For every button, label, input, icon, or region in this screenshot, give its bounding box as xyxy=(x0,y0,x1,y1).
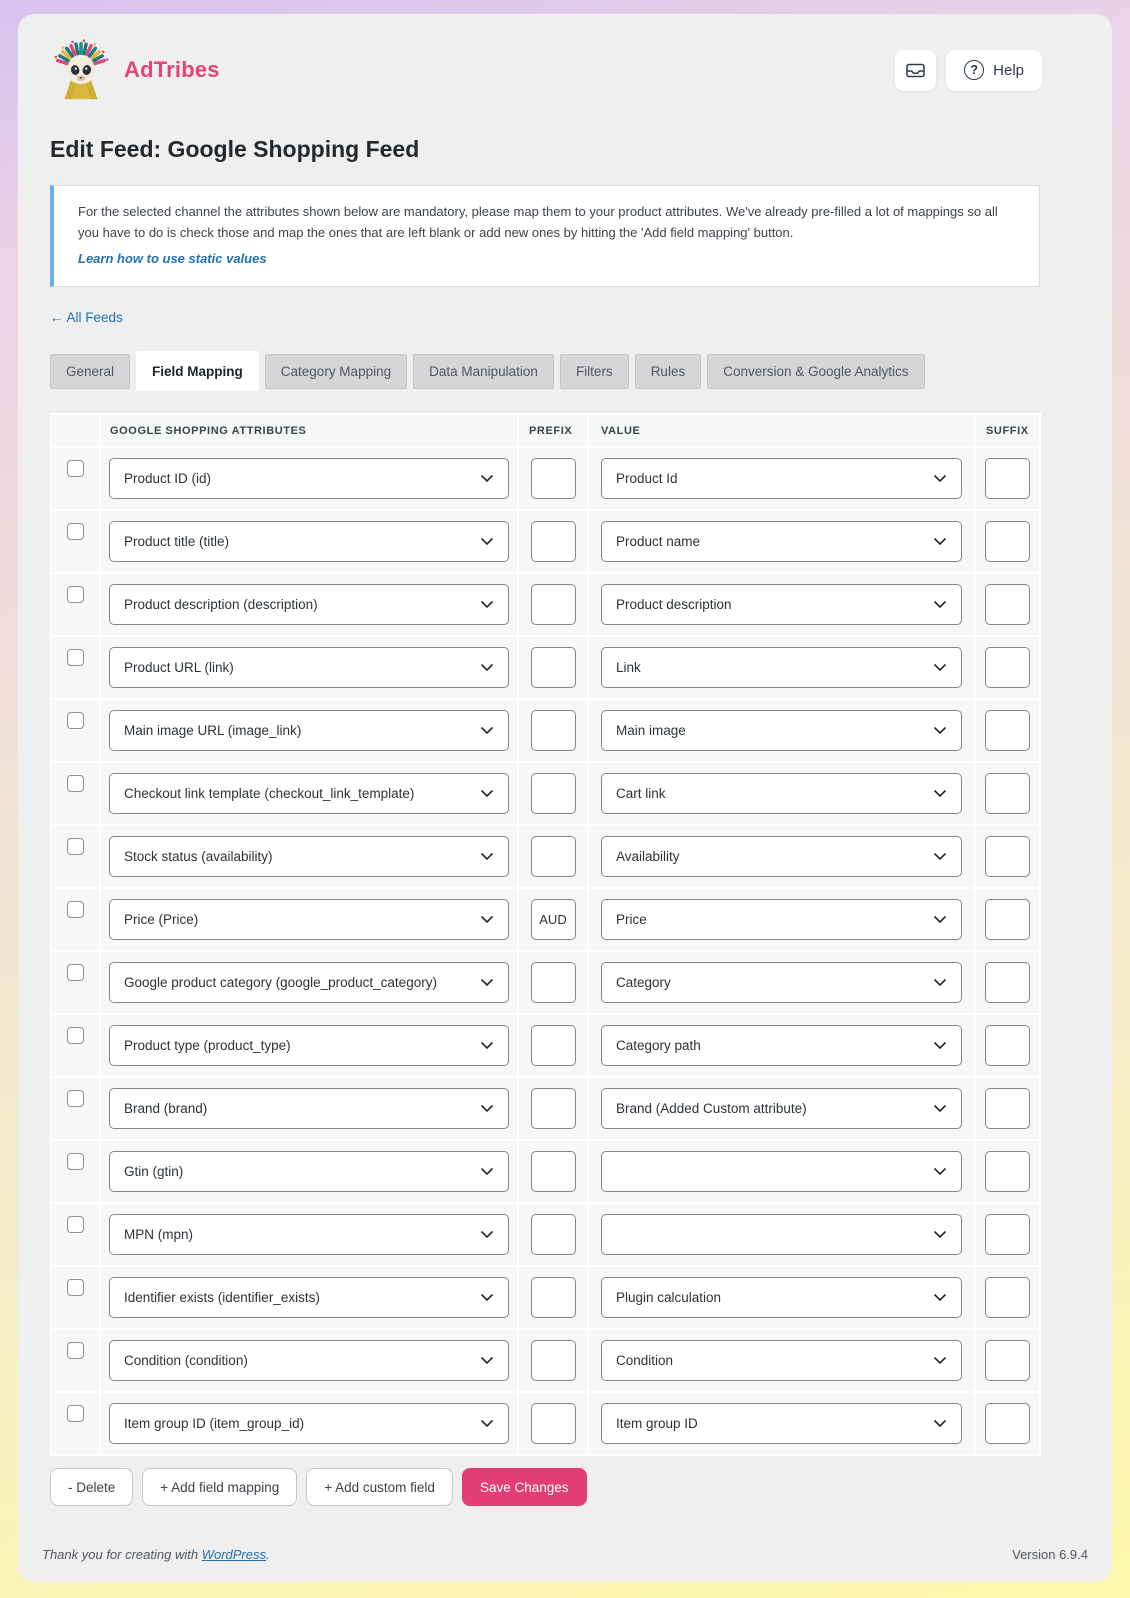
suffix-input[interactable] xyxy=(985,1088,1030,1129)
row-select-cell xyxy=(52,889,99,950)
table-row xyxy=(52,1393,1039,1454)
suffix-input[interactable] xyxy=(985,458,1030,499)
suffix-cell xyxy=(976,1015,1039,1076)
row-checkbox[interactable] xyxy=(67,1216,84,1233)
value-cell xyxy=(589,952,974,1013)
table-row xyxy=(52,700,1039,761)
suffix-input[interactable] xyxy=(985,1151,1030,1192)
help-button-label: Help xyxy=(993,61,1024,79)
value-select-value: Cart link xyxy=(616,786,666,801)
chevron-down-icon xyxy=(480,1230,494,1239)
mapping-table xyxy=(50,413,1041,1456)
prefix-cell xyxy=(519,637,587,698)
prefix-cell xyxy=(519,1267,587,1328)
tab-data-manipulation[interactable]: Data Manipulation xyxy=(413,354,554,389)
table-row xyxy=(52,763,1039,824)
attribute-select[interactable] xyxy=(109,836,509,877)
attribute-select[interactable] xyxy=(109,1340,509,1381)
attribute-select[interactable] xyxy=(109,1025,509,1066)
table-row xyxy=(52,1015,1039,1076)
prefix-input[interactable] xyxy=(531,1151,576,1192)
attribute-select[interactable] xyxy=(109,1088,509,1129)
chevron-down-icon xyxy=(480,852,494,861)
card-footer xyxy=(28,1537,1102,1568)
row-select-cell xyxy=(52,952,99,1013)
version-label: Version 6.9.4 xyxy=(1012,1547,1088,1562)
table-row xyxy=(52,826,1039,887)
chevron-down-icon xyxy=(480,789,494,798)
attribute-cell xyxy=(101,889,517,950)
chevron-down-icon xyxy=(480,1419,494,1428)
suffix-input[interactable] xyxy=(985,1025,1030,1066)
attribute-select-value: Brand (brand) xyxy=(124,1101,208,1116)
top-bar xyxy=(50,38,1042,102)
suffix-input[interactable] xyxy=(985,773,1030,814)
row-select-cell xyxy=(52,1267,99,1328)
attribute-cell xyxy=(101,1141,517,1202)
suffix-input[interactable] xyxy=(985,710,1030,751)
row-select-cell xyxy=(52,763,99,824)
suffix-cell xyxy=(976,511,1039,572)
attribute-select[interactable] xyxy=(109,1151,509,1192)
delete-button[interactable]: - Delete xyxy=(50,1468,133,1506)
row-checkbox[interactable] xyxy=(67,1090,84,1107)
attribute-select-value: Checkout link template (checkout_link_template) xyxy=(124,786,415,801)
value-cell xyxy=(589,1204,974,1265)
suffix-cell xyxy=(976,889,1039,950)
attribute-select-value: Item group ID (item_group_id) xyxy=(124,1416,305,1431)
suffix-input[interactable] xyxy=(985,1403,1030,1444)
prefix-input[interactable] xyxy=(531,458,576,499)
table-row xyxy=(52,511,1039,572)
value-select[interactable] xyxy=(601,521,962,562)
prefix-cell xyxy=(519,889,587,950)
table-row xyxy=(52,1267,1039,1328)
row-checkbox[interactable] xyxy=(67,964,84,981)
chevron-down-icon xyxy=(480,1167,494,1176)
value-select[interactable] xyxy=(601,836,962,877)
attribute-select-value: MPN (mpn) xyxy=(124,1227,194,1242)
row-checkbox[interactable] xyxy=(67,1279,84,1296)
value-select-value: Category path xyxy=(616,1038,701,1053)
attribute-select-value: Identifier exists (identifier_exists) xyxy=(124,1290,320,1305)
tab-conversion-google-analytics[interactable]: Conversion & Google Analytics xyxy=(707,354,924,389)
value-cell xyxy=(589,1267,974,1328)
header-attributes: GOOGLE SHOPPING ATTRIBUTES xyxy=(101,415,517,446)
value-select-value: Product name xyxy=(616,534,701,549)
value-cell xyxy=(589,1141,974,1202)
suffix-input[interactable] xyxy=(985,962,1030,1003)
chevron-down-icon xyxy=(933,1356,947,1365)
chevron-down-icon xyxy=(933,915,947,924)
page-title: Edit Feed: Google Shopping Feed xyxy=(50,136,420,162)
value-select-value: Product Id xyxy=(616,471,678,486)
table-row xyxy=(52,637,1039,698)
top-actions xyxy=(895,50,1042,91)
chevron-down-icon xyxy=(933,1419,947,1428)
prefix-cell xyxy=(519,574,587,635)
header-prefix: PREFIX xyxy=(519,415,587,446)
prefix-cell xyxy=(519,1393,587,1454)
suffix-input[interactable] xyxy=(985,1277,1030,1318)
value-select[interactable] xyxy=(601,710,962,751)
main-card xyxy=(18,14,1112,1582)
value-select-value: Main image xyxy=(616,723,686,738)
attribute-select-value: Product URL (link) xyxy=(124,660,234,675)
prefix-input[interactable] xyxy=(531,1403,576,1444)
prefix-cell xyxy=(519,1015,587,1076)
suffix-input[interactable] xyxy=(985,584,1030,625)
attribute-select-value: Product ID (id) xyxy=(124,471,212,486)
chevron-down-icon xyxy=(480,1293,494,1302)
prefix-cell xyxy=(519,952,587,1013)
suffix-cell xyxy=(976,826,1039,887)
prefix-cell xyxy=(519,1141,587,1202)
suffix-input[interactable] xyxy=(985,521,1030,562)
suffix-input[interactable] xyxy=(985,1340,1030,1381)
attribute-select[interactable] xyxy=(109,773,509,814)
prefix-cell xyxy=(519,1204,587,1265)
chevron-down-icon xyxy=(933,1293,947,1302)
value-cell xyxy=(589,700,974,761)
notice-text: For the selected channel the attributes shown below are mandatory, please map them to your product attributes. We've already pre-filled a lot of mappings so all you have to do is check those and map the ones that are left blank or add new ones by hitting the 'Add field mapping' button. xyxy=(78,204,998,240)
value-cell xyxy=(589,511,974,572)
wordpress-link[interactable]: WordPress xyxy=(201,1547,266,1562)
row-checkbox[interactable] xyxy=(67,775,84,792)
row-select-cell xyxy=(52,700,99,761)
chevron-down-icon xyxy=(933,1230,947,1239)
chevron-down-icon xyxy=(480,474,494,483)
tab-category-mapping[interactable]: Category Mapping xyxy=(265,354,407,389)
tab-filters[interactable]: Filters xyxy=(560,354,629,389)
attribute-select-value: Product type (product_type) xyxy=(124,1038,291,1053)
table-row xyxy=(52,448,1039,509)
chevron-down-icon xyxy=(933,537,947,546)
value-select[interactable] xyxy=(601,773,962,814)
chevron-down-icon xyxy=(480,1104,494,1113)
row-select-cell xyxy=(52,1141,99,1202)
notice-box xyxy=(50,185,1040,287)
adtribes-panda-logo xyxy=(50,39,112,101)
wordpress-thanks xyxy=(42,1547,270,1562)
attribute-cell xyxy=(101,448,517,509)
row-checkbox[interactable] xyxy=(67,523,84,540)
value-select-value: Plugin calculation xyxy=(616,1290,722,1305)
prefix-cell xyxy=(519,1078,587,1139)
prefix-cell xyxy=(519,826,587,887)
row-select-cell xyxy=(52,826,99,887)
prefix-input[interactable] xyxy=(531,710,576,751)
value-select[interactable] xyxy=(601,1214,962,1255)
table-row xyxy=(52,574,1039,635)
row-checkbox[interactable] xyxy=(67,649,84,666)
question-circle-icon: ? xyxy=(964,60,984,80)
table-row xyxy=(52,1204,1039,1265)
chevron-down-icon xyxy=(933,1167,947,1176)
attribute-cell xyxy=(101,1078,517,1139)
chevron-down-icon xyxy=(480,537,494,546)
value-cell xyxy=(589,1015,974,1076)
prefix-input[interactable] xyxy=(531,1214,576,1255)
suffix-cell xyxy=(976,574,1039,635)
inbox-icon xyxy=(905,60,926,81)
inbox-button[interactable] xyxy=(895,50,936,91)
mapping-rows xyxy=(52,448,1039,1454)
value-select-value: Condition xyxy=(616,1353,674,1368)
attribute-cell xyxy=(101,1267,517,1328)
row-checkbox[interactable] xyxy=(67,901,84,918)
chevron-down-icon xyxy=(480,1041,494,1050)
prefix-input[interactable] xyxy=(531,647,576,688)
all-feeds-back-link[interactable]: ← All Feeds xyxy=(50,310,123,325)
tab-bar xyxy=(50,351,1042,391)
attribute-select[interactable] xyxy=(109,1214,509,1255)
attribute-select-value: Price (Price) xyxy=(124,912,199,927)
attribute-select-value: Condition (condition) xyxy=(124,1353,248,1368)
prefix-input[interactable] xyxy=(531,1025,576,1066)
attribute-select-value: Google product category (google_product_category) xyxy=(124,975,437,990)
value-cell xyxy=(589,1078,974,1139)
value-select-value: Price xyxy=(616,912,647,927)
static-values-link[interactable]: Learn how to use static values xyxy=(78,251,267,266)
suffix-cell xyxy=(976,637,1039,698)
chevron-down-icon xyxy=(933,1041,947,1050)
attribute-cell xyxy=(101,637,517,698)
chevron-down-icon xyxy=(933,978,947,987)
attribute-cell xyxy=(101,1015,517,1076)
suffix-cell xyxy=(976,1393,1039,1454)
row-select-cell xyxy=(52,1204,99,1265)
suffix-input[interactable] xyxy=(985,836,1030,877)
suffix-cell xyxy=(976,1141,1039,1202)
value-select[interactable] xyxy=(601,1277,962,1318)
chevron-down-icon xyxy=(480,663,494,672)
attribute-cell xyxy=(101,1330,517,1391)
prefix-cell xyxy=(519,763,587,824)
chevron-down-icon xyxy=(933,600,947,609)
value-select[interactable] xyxy=(601,584,962,625)
help-button[interactable] xyxy=(946,50,1042,91)
prefix-input[interactable] xyxy=(531,1277,576,1318)
chevron-down-icon xyxy=(933,1104,947,1113)
table-row xyxy=(52,1141,1039,1202)
suffix-cell xyxy=(976,1078,1039,1139)
value-cell xyxy=(589,1330,974,1391)
value-select[interactable] xyxy=(601,647,962,688)
attribute-cell xyxy=(101,763,517,824)
chevron-down-icon xyxy=(480,600,494,609)
attribute-cell xyxy=(101,700,517,761)
value-select-value: Category xyxy=(616,975,671,990)
table-row xyxy=(52,952,1039,1013)
attribute-cell xyxy=(101,574,517,635)
row-checkbox[interactable] xyxy=(67,1342,84,1359)
attribute-select[interactable] xyxy=(109,1277,509,1318)
row-checkbox[interactable] xyxy=(67,460,84,477)
tab-rules[interactable]: Rules xyxy=(635,354,702,389)
prefix-cell xyxy=(519,1330,587,1391)
attribute-cell xyxy=(101,952,517,1013)
attribute-select[interactable] xyxy=(109,584,509,625)
suffix-input[interactable] xyxy=(985,899,1030,940)
actions-bar xyxy=(50,1468,1042,1506)
row-select-cell xyxy=(52,637,99,698)
attribute-select-value: Product description (description) xyxy=(124,597,318,612)
header-checkbox-cell xyxy=(52,415,99,446)
row-select-cell xyxy=(52,1393,99,1454)
value-cell xyxy=(589,826,974,887)
thanks-period: . xyxy=(266,1547,270,1562)
table-row xyxy=(52,1330,1039,1391)
value-select[interactable] xyxy=(601,1088,962,1129)
attribute-select[interactable] xyxy=(109,647,509,688)
table-row xyxy=(52,1078,1039,1139)
prefix-cell xyxy=(519,448,587,509)
attribute-select-value: Gtin (gtin) xyxy=(124,1164,184,1179)
value-select-value: Availability xyxy=(616,849,680,864)
prefix-input[interactable] xyxy=(531,521,576,562)
thanks-text: Thank you for creating with xyxy=(42,1547,202,1562)
value-cell xyxy=(589,448,974,509)
value-cell xyxy=(589,763,974,824)
suffix-cell xyxy=(976,448,1039,509)
row-select-cell xyxy=(52,1015,99,1076)
prefix-input[interactable] xyxy=(531,773,576,814)
value-cell xyxy=(589,889,974,950)
value-select[interactable] xyxy=(601,1403,962,1444)
row-select-cell xyxy=(52,1078,99,1139)
prefix-input[interactable] xyxy=(531,1088,576,1129)
row-checkbox[interactable] xyxy=(67,1153,84,1170)
chevron-down-icon xyxy=(933,789,947,798)
chevron-down-icon xyxy=(933,726,947,735)
suffix-cell xyxy=(976,763,1039,824)
value-select[interactable] xyxy=(601,458,962,499)
value-select[interactable] xyxy=(601,1025,962,1066)
prefix-input[interactable] xyxy=(531,1340,576,1381)
prefix-cell xyxy=(519,700,587,761)
row-checkbox[interactable] xyxy=(67,712,84,729)
header-value: VALUE xyxy=(589,415,974,446)
value-select-value: Brand (Added Custom attribute) xyxy=(616,1101,807,1116)
brand xyxy=(50,39,220,101)
chevron-down-icon xyxy=(480,978,494,987)
save-changes-button[interactable]: Save Changes xyxy=(462,1468,587,1506)
value-select[interactable] xyxy=(601,899,962,940)
row-select-cell xyxy=(52,448,99,509)
brand-name: AdTribes xyxy=(124,57,220,82)
attribute-select-value: Stock status (availability) xyxy=(124,849,273,864)
value-select[interactable] xyxy=(601,1151,962,1192)
chevron-down-icon xyxy=(933,663,947,672)
attribute-select[interactable] xyxy=(109,1403,509,1444)
suffix-input[interactable] xyxy=(985,1214,1030,1255)
row-select-cell xyxy=(52,574,99,635)
attribute-select[interactable] xyxy=(109,710,509,751)
suffix-cell xyxy=(976,700,1039,761)
prefix-input[interactable] xyxy=(531,899,576,940)
suffix-cell xyxy=(976,1267,1039,1328)
chevron-down-icon xyxy=(480,1356,494,1365)
table-row xyxy=(52,889,1039,950)
value-select-value: Item group ID xyxy=(616,1416,698,1431)
attribute-select[interactable] xyxy=(109,521,509,562)
row-checkbox[interactable] xyxy=(67,838,84,855)
attribute-cell xyxy=(101,826,517,887)
suffix-cell xyxy=(976,1204,1039,1265)
attribute-cell xyxy=(101,1393,517,1454)
attribute-select[interactable] xyxy=(109,962,509,1003)
attribute-select[interactable] xyxy=(109,458,509,499)
suffix-cell xyxy=(976,952,1039,1013)
attribute-select-value: Product title (title) xyxy=(124,534,230,549)
header-suffix: SUFFIX xyxy=(976,415,1039,446)
chevron-down-icon xyxy=(933,852,947,861)
chevron-down-icon xyxy=(933,474,947,483)
prefix-input[interactable] xyxy=(531,962,576,1003)
value-cell xyxy=(589,1393,974,1454)
suffix-cell xyxy=(976,1330,1039,1391)
attribute-cell xyxy=(101,511,517,572)
add-custom-field-button[interactable]: + Add custom field xyxy=(306,1468,453,1506)
value-select[interactable] xyxy=(601,1340,962,1381)
attribute-select-value: Main image URL (image_link) xyxy=(124,723,302,738)
row-select-cell xyxy=(52,1330,99,1391)
attribute-select[interactable] xyxy=(109,899,509,940)
row-checkbox[interactable] xyxy=(67,586,84,603)
row-checkbox[interactable] xyxy=(67,1405,84,1422)
prefix-input[interactable] xyxy=(531,584,576,625)
value-cell xyxy=(589,637,974,698)
chevron-down-icon xyxy=(480,726,494,735)
value-select[interactable] xyxy=(601,962,962,1003)
add-field-mapping-button[interactable]: + Add field mapping xyxy=(142,1468,297,1506)
attribute-cell xyxy=(101,1204,517,1265)
value-cell xyxy=(589,574,974,635)
tab-field-mapping[interactable]: Field Mapping xyxy=(136,351,259,391)
row-checkbox[interactable] xyxy=(67,1027,84,1044)
suffix-input[interactable] xyxy=(985,647,1030,688)
chevron-down-icon xyxy=(480,915,494,924)
tab-general[interactable]: General xyxy=(50,354,130,389)
value-select-value: Link xyxy=(616,660,641,675)
prefix-input[interactable] xyxy=(531,836,576,877)
prefix-cell xyxy=(519,511,587,572)
row-select-cell xyxy=(52,511,99,572)
table-header-row xyxy=(52,415,1039,446)
value-select-value: Product description xyxy=(616,597,732,612)
